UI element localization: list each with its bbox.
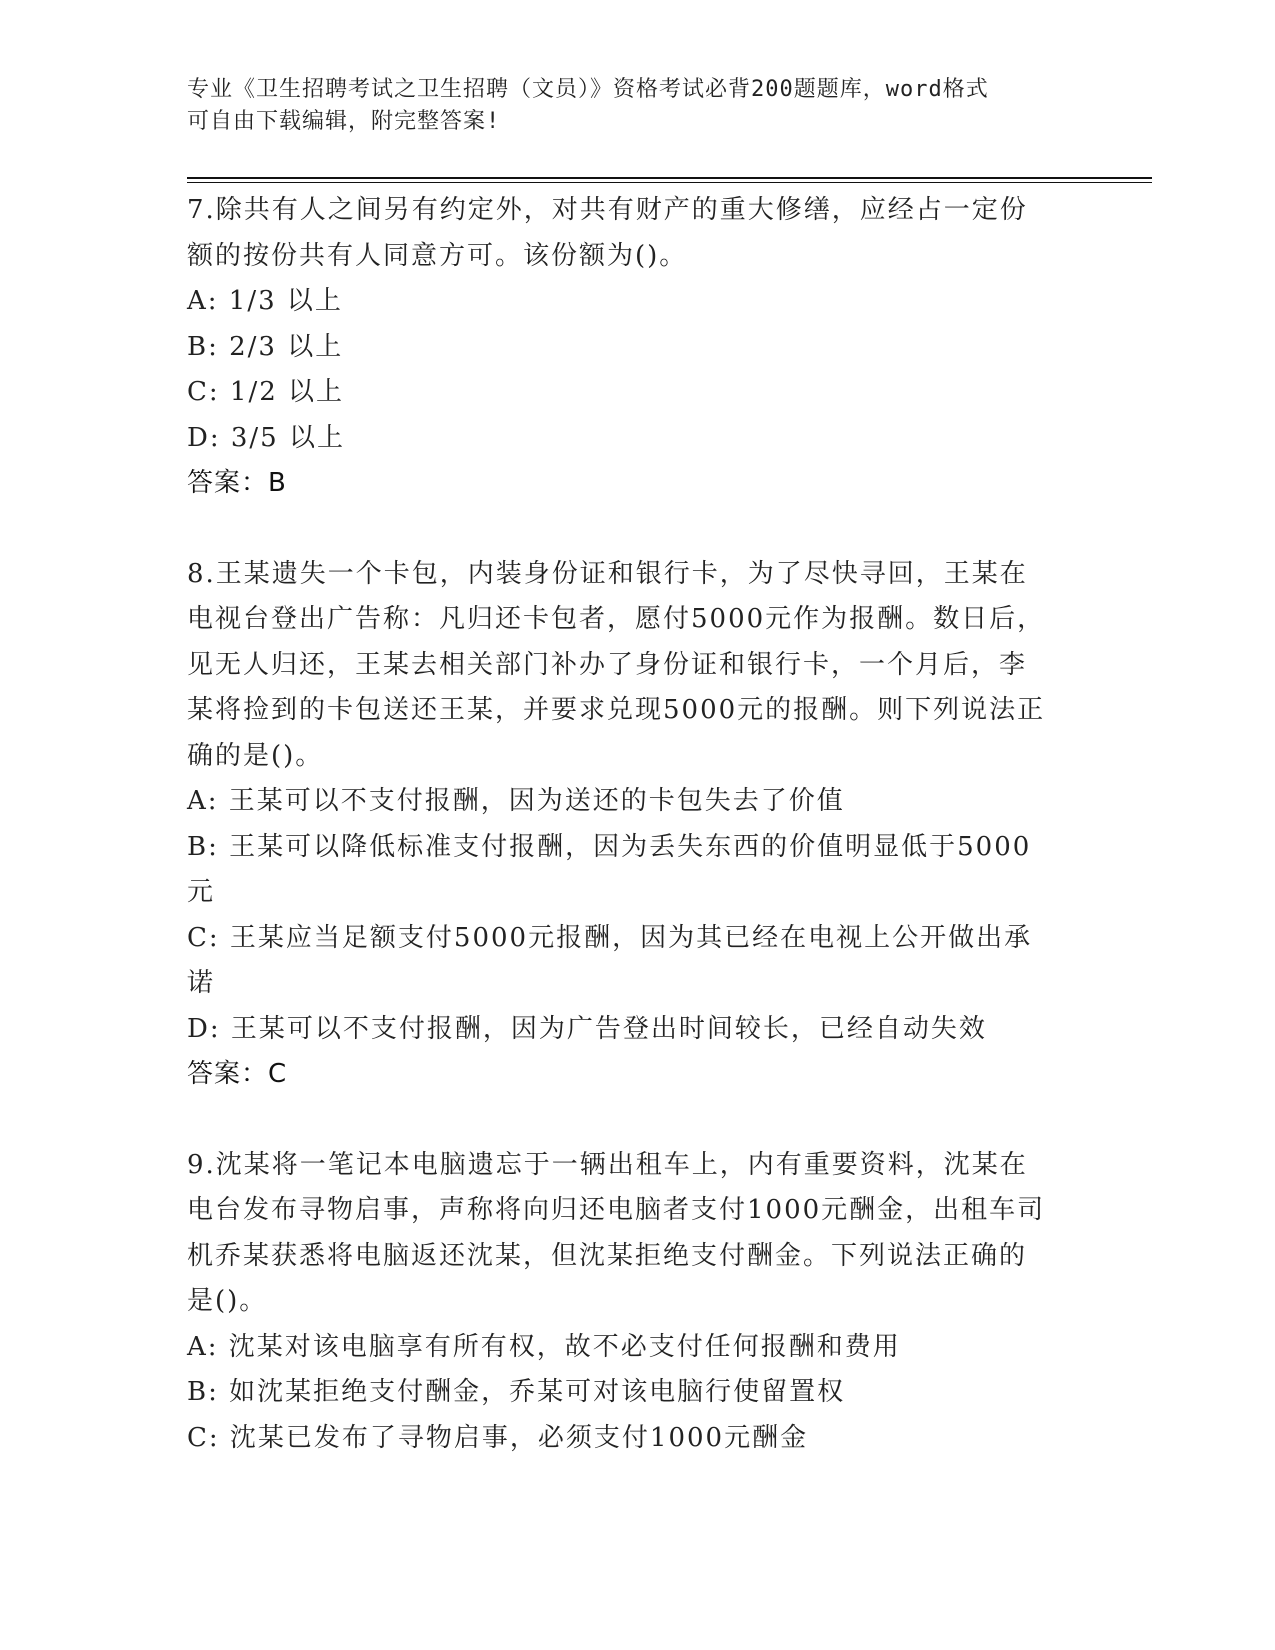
question-list [187, 188, 1087, 1461]
option-d: D: 王某可以不支付报酬，因为广告登出时间较长，已经自动失效 [187, 1013, 987, 1044]
question-stem-line: 机乔某获悉将电脑返还沈某，但沈某拒绝支付酬金。下列说法正确的 [187, 1240, 1028, 1271]
option-b: B: 王某可以降低标准支付报酬，因为丢失东西的价值明显低于5000 [187, 831, 1032, 862]
option-c: C: 王某应当足额支付5000元报酬，因为其已经在电视上公开做出承 [187, 922, 1033, 953]
document-header [187, 74, 1067, 138]
option-b-continued: 元 [187, 877, 216, 907]
question-stem-line: 电台发布寻物启事，声称将向归还电脑者支付1000元酬金，出租车司 [187, 1195, 1046, 1225]
answer-label: 答案：C [187, 1059, 288, 1089]
header-divider-thick [187, 177, 1152, 179]
option-a: A: 沈某对该电脑享有所有权，故不必支付任何报酬和费用 [187, 1331, 901, 1362]
option-c: C: 沈某已发布了寻物启事，必须支付1000元酬金 [187, 1422, 809, 1453]
question-stem-line: 电视台登出广告称：凡归还卡包者，愿付5000元作为报酬。数日后， [187, 604, 1046, 634]
question-stem-line: 某将捡到的卡包送还王某，并要求兑现5000元的报酬。则下列说法正 [187, 695, 1046, 725]
question-stem-line: 9.沈某将一笔记本电脑遗忘于一辆出租车上，内有重要资料，沈某在 [187, 1149, 1028, 1180]
question-7 [187, 188, 1087, 507]
answer-label: 答案：B [187, 468, 287, 498]
question-stem-line: 确的是()。 [187, 740, 324, 771]
header-line-1: 专业《卫生招聘考试之卫生招聘（文员）》资格考试必背200题题库，word格式 [187, 77, 989, 102]
question-9 [187, 1143, 1087, 1462]
option-b: B: 2/3 以上 [187, 331, 344, 362]
question-spacer [187, 1098, 1087, 1143]
question-stem-line: 额的按份共有人同意方可。该份额为()。 [187, 240, 688, 271]
option-c-continued: 诺 [187, 968, 216, 998]
question-stem-line: 见无人归还，王某去相关部门补办了身份证和银行卡，一个月后，李 [187, 649, 1028, 680]
header-line-2: 可自由下载编辑，附完整答案! [187, 109, 501, 134]
option-a: A: 王某可以不支付报酬，因为送还的卡包失去了价值 [187, 786, 845, 816]
option-b: B: 如沈某拒绝支付酬金，乔某可对该电脑行使留置权 [187, 1377, 846, 1407]
question-stem-line: 是()。 [187, 1286, 268, 1316]
question-spacer [187, 507, 1087, 552]
question-stem-line: 8.王某遗失一个卡包，内装身份证和银行卡，为了尽快寻回，王某在 [187, 558, 1028, 589]
question-8 [187, 552, 1087, 1098]
option-c: C: 1/2 以上 [187, 377, 345, 407]
question-stem-line: 7.除共有人之间另有约定外，对共有财产的重大修缮，应经占一定份 [187, 195, 1028, 225]
header-divider-thin [187, 182, 1152, 183]
option-a: A: 1/3 以上 [187, 286, 343, 316]
option-d: D: 3/5 以上 [187, 422, 345, 453]
